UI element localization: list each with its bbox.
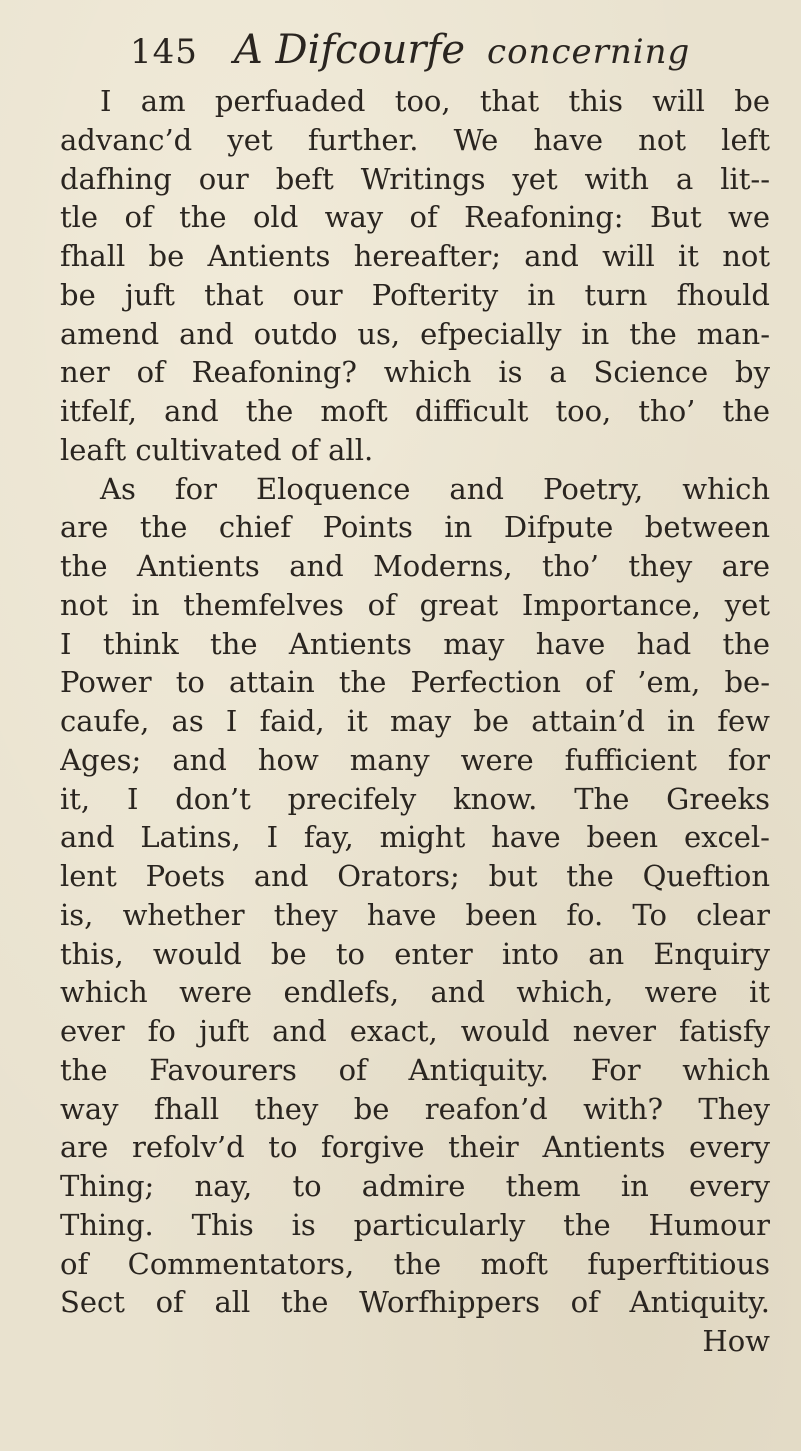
- text-line: is, whether they have been fo. To clear: [60, 897, 770, 932]
- text-line: are the chief Points in Difpute between: [60, 510, 770, 545]
- text-line: I am perfuaded too, that this will be: [100, 84, 770, 118]
- text-line: I think the Antients may have had the: [60, 626, 770, 661]
- text-line: of Commentators, the moft fuperftitious: [60, 1246, 770, 1281]
- text-line: Thing; nay, to admire them in every: [60, 1169, 770, 1203]
- text-line: which were endlefs, and which, were it: [60, 975, 770, 1010]
- text-line: and Latins, I fay, might have been excel-: [60, 820, 770, 855]
- body-text: [60, 82, 770, 1361]
- text-line: not in themfelves of great Importance, yet: [60, 587, 770, 622]
- running-title-continued: concerning: [487, 32, 691, 72]
- running-title: A Difcourfe: [233, 27, 466, 73]
- text-line: ner of Reafoning? which is a Science by: [60, 355, 770, 390]
- text-line: lent Poets and Orators; but the Queftion: [60, 859, 770, 893]
- text-line: are refolv’d to forgive their Antients every: [60, 1130, 770, 1165]
- text-line: this, would be to enter into an Enquiry: [60, 936, 770, 971]
- text-line: fhall be Antients hereafter; and will it not: [60, 239, 770, 273]
- text-line: Ages; and how many were fufficient for: [60, 742, 770, 777]
- catchword: How: [702, 1324, 770, 1358]
- text-line: Power to attain the Perfection of ’em, be-: [60, 665, 770, 700]
- text-line: As for Eloquence and Poetry, which: [100, 471, 770, 506]
- page-number: 145: [130, 32, 198, 72]
- text-line: caufe, as I faid, it may be attain’d in few: [60, 704, 770, 738]
- text-line: Thing. This is particularly the Humour: [60, 1207, 770, 1242]
- text-line: it, I don’t precifely know. The Greeks: [60, 781, 770, 816]
- text-line: the Favourers of Antiquity. For which: [60, 1052, 770, 1087]
- text-line: advanc’d yet further. We have not left: [60, 122, 770, 157]
- text-line: Sect of all the Worfhippers of Antiquity.: [60, 1285, 770, 1320]
- text-line: ever fo juft and exact, would never fatisfy: [60, 1014, 770, 1048]
- text-line: amend and outdo us, efpecially in the man-: [60, 316, 770, 351]
- text-line: leaft cultivated of all.: [60, 432, 374, 467]
- text-line: dafhing our beft Writings yet with a lit--: [60, 161, 770, 196]
- text-line: be juft that our Pofterity in turn fhould: [60, 277, 770, 312]
- text-line: tle of the old way of Reafoning: But we: [60, 200, 770, 235]
- text-line: itfelf, and the moft difficult too, tho’ the: [60, 394, 770, 428]
- text-line: the Antients and Moderns, tho’ they are: [60, 549, 770, 583]
- running-head: [130, 20, 741, 80]
- text-line: way fhall they be reafon’d with? They: [60, 1091, 770, 1126]
